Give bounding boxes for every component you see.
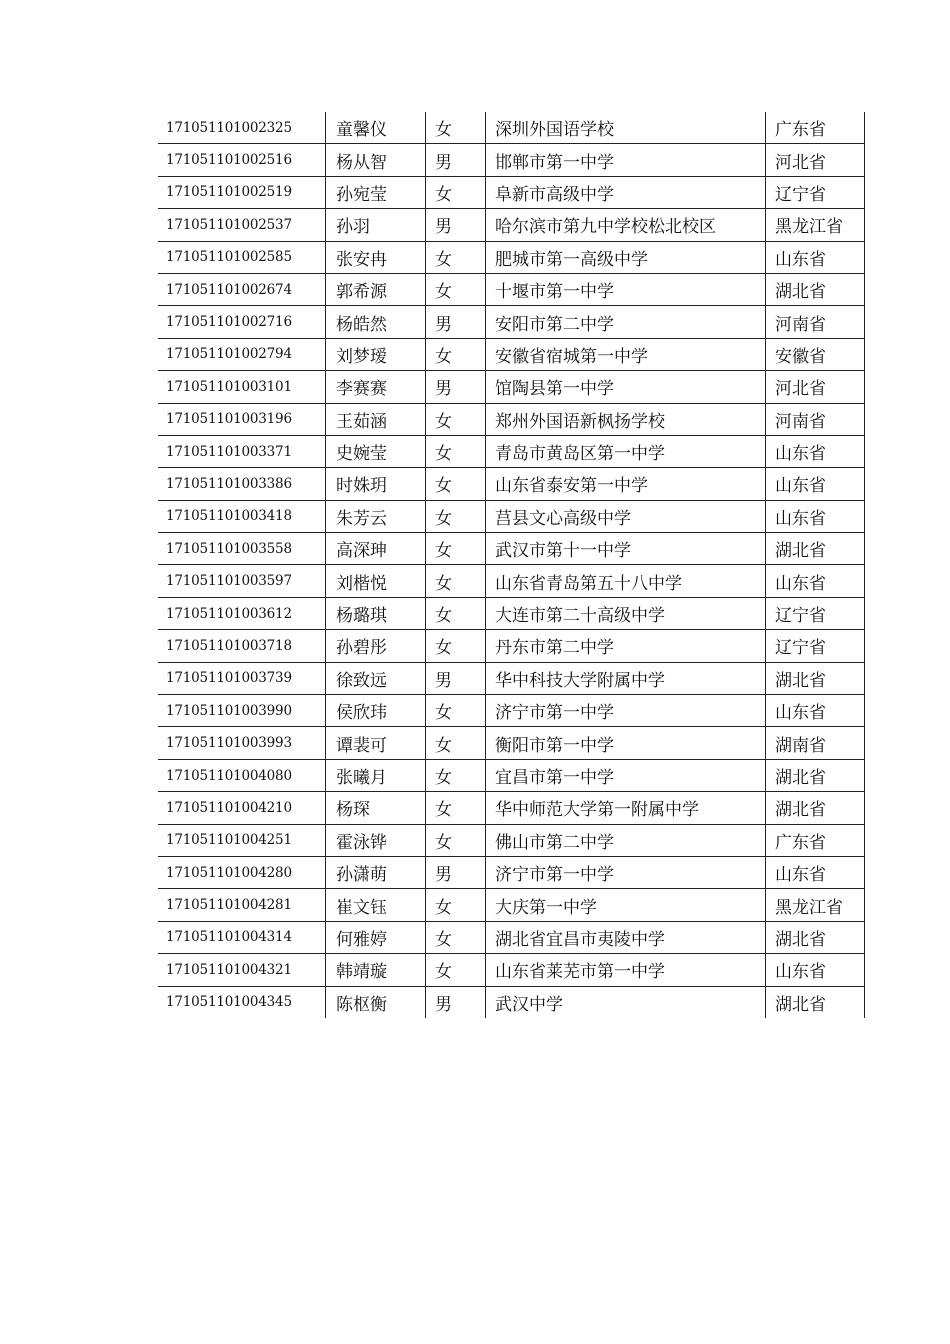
cell-student-id: 171051101002585 [158,241,326,273]
cell-student-id: 171051101003101 [158,371,326,403]
table-row [158,241,865,273]
cell-province: 河南省 [766,403,865,435]
cell-student-name: 史婉莹 [326,435,426,467]
cell-student-id: 171051101004321 [158,954,326,986]
cell-student-id: 171051101004314 [158,921,326,953]
cell-student-name: 王茹涵 [326,403,426,435]
table-row [158,921,865,953]
cell-gender: 男 [426,856,486,888]
cell-student-name: 杨皓然 [326,306,426,338]
cell-student-name: 徐致远 [326,662,426,694]
table-row [158,986,865,1018]
cell-province: 山东省 [766,856,865,888]
cell-province: 山东省 [766,468,865,500]
table-row [158,112,865,144]
cell-province: 辽宁省 [766,630,865,662]
cell-student-name: 杨璐琪 [326,597,426,629]
cell-school: 哈尔滨市第九中学校松北校区 [486,209,766,241]
table-row [158,273,865,305]
cell-gender: 女 [426,565,486,597]
cell-school: 郑州外国语新枫扬学校 [486,403,766,435]
cell-gender: 女 [426,792,486,824]
cell-student-name: 孙羽 [326,209,426,241]
cell-student-id: 171051101003196 [158,403,326,435]
cell-province: 河北省 [766,144,865,176]
student-roster-table [158,112,865,1018]
cell-province: 山东省 [766,241,865,273]
cell-gender: 女 [426,824,486,856]
cell-student-id: 171051101003990 [158,695,326,727]
cell-student-name: 朱芳云 [326,500,426,532]
table-row [158,468,865,500]
cell-student-name: 刘楷悦 [326,565,426,597]
cell-province: 安徽省 [766,338,865,370]
table-row [158,856,865,888]
cell-student-name: 刘梦瑷 [326,338,426,370]
cell-gender: 女 [426,759,486,791]
cell-school: 山东省泰安第一中学 [486,468,766,500]
cell-school: 山东省莱芜市第一中学 [486,954,766,986]
cell-province: 湖南省 [766,727,865,759]
cell-gender: 女 [426,176,486,208]
cell-province: 湖北省 [766,759,865,791]
cell-student-id: 171051101004210 [158,792,326,824]
cell-gender: 女 [426,468,486,500]
cell-school: 华中科技大学附属中学 [486,662,766,694]
cell-school: 武汉市第十一中学 [486,533,766,565]
cell-school: 宜昌市第一中学 [486,759,766,791]
cell-gender: 女 [426,338,486,370]
cell-school: 阜新市高级中学 [486,176,766,208]
table-row [158,371,865,403]
cell-student-id: 171051101002537 [158,209,326,241]
cell-province: 辽宁省 [766,597,865,629]
cell-student-name: 陈枢衡 [326,986,426,1018]
cell-gender: 男 [426,209,486,241]
table-row [158,306,865,338]
cell-province: 湖北省 [766,792,865,824]
cell-student-id: 171051101003739 [158,662,326,694]
cell-student-id: 171051101003558 [158,533,326,565]
table-row [158,792,865,824]
table-row [158,565,865,597]
cell-school: 大庆第一中学 [486,889,766,921]
cell-student-name: 高深珅 [326,533,426,565]
cell-student-id: 171051101003386 [158,468,326,500]
table-row [158,662,865,694]
table-row [158,889,865,921]
table-row [158,533,865,565]
cell-gender: 女 [426,403,486,435]
cell-gender: 女 [426,727,486,759]
cell-school: 安阳市第二中学 [486,306,766,338]
cell-school: 武汉中学 [486,986,766,1018]
cell-student-id: 171051101003993 [158,727,326,759]
cell-school: 山东省青岛第五十八中学 [486,565,766,597]
cell-school: 深圳外国语学校 [486,112,766,144]
table-row [158,727,865,759]
cell-student-name: 孙宛莹 [326,176,426,208]
cell-school: 大连市第二十高级中学 [486,597,766,629]
table-row [158,176,865,208]
cell-gender: 女 [426,435,486,467]
cell-student-id: 171051101003612 [158,597,326,629]
cell-student-name: 杨琛 [326,792,426,824]
table-row [158,824,865,856]
table-row [158,338,865,370]
cell-province: 湖北省 [766,273,865,305]
cell-school: 济宁市第一中学 [486,856,766,888]
table-row [158,435,865,467]
cell-school: 青岛市黄岛区第一中学 [486,435,766,467]
roster-table-container [158,112,865,1018]
table-row [158,954,865,986]
cell-province: 黑龙江省 [766,889,865,921]
cell-student-id: 171051101003418 [158,500,326,532]
cell-gender: 女 [426,954,486,986]
cell-school: 湖北省宜昌市夷陵中学 [486,921,766,953]
table-row [158,209,865,241]
table-row [158,630,865,662]
cell-student-name: 何雅婷 [326,921,426,953]
cell-student-name: 孙潇萌 [326,856,426,888]
cell-gender: 女 [426,112,486,144]
cell-gender: 女 [426,241,486,273]
table-row [158,759,865,791]
cell-student-id: 171051101004251 [158,824,326,856]
table-row [158,695,865,727]
cell-gender: 男 [426,371,486,403]
cell-student-name: 崔文钰 [326,889,426,921]
cell-student-id: 171051101004345 [166,994,292,1011]
cell-province: 广东省 [766,824,865,856]
cell-student-name: 张曦月 [326,759,426,791]
cell-student-id: 171051101004080 [158,759,326,791]
cell-province: 湖北省 [766,921,865,953]
cell-student-id: 171051101004280 [158,856,326,888]
cell-student-id: 171051101004281 [158,889,326,921]
cell-student-id: 171051101002519 [158,176,326,208]
cell-student-id: 171051101003597 [158,565,326,597]
cell-school: 济宁市第一中学 [486,695,766,727]
roster-table-body [158,112,865,1018]
cell-student-id: 171051101002716 [158,306,326,338]
cell-school: 邯郸市第一中学 [486,144,766,176]
cell-province: 湖北省 [766,533,865,565]
cell-student-id: 171051101003718 [158,630,326,662]
table-row [158,403,865,435]
cell-student-name: 童馨仪 [326,112,426,144]
cell-student-name: 时姝玥 [326,468,426,500]
cell-gender: 女 [426,630,486,662]
cell-student-name: 孙碧彤 [326,630,426,662]
cell-province: 山东省 [766,695,865,727]
cell-student-name: 杨从智 [326,144,426,176]
cell-province: 山东省 [766,500,865,532]
cell-province: 山东省 [766,954,865,986]
cell-province: 黑龙江省 [766,209,865,241]
cell-student-name: 张安冉 [326,241,426,273]
table-row [158,144,865,176]
cell-province: 湖北省 [766,986,865,1018]
cell-gender: 男 [426,306,486,338]
cell-student-name: 郭希源 [326,273,426,305]
cell-province: 广东省 [766,112,865,144]
cell-student-name: 李赛赛 [326,371,426,403]
cell-school: 丹东市第二中学 [486,630,766,662]
cell-school: 莒县文心高级中学 [486,500,766,532]
cell-student-name: 霍泳铧 [326,824,426,856]
cell-student-id: 171051101003371 [158,435,326,467]
cell-student-id: 171051101002325 [158,112,326,144]
cell-student-name: 谭裴可 [326,727,426,759]
cell-school: 衡阳市第一中学 [486,727,766,759]
cell-province: 山东省 [766,565,865,597]
cell-province: 山东省 [766,435,865,467]
cell-school: 佛山市第二中学 [486,824,766,856]
table-row [158,500,865,532]
cell-school: 十堰市第一中学 [486,273,766,305]
cell-student-id: 171051101002674 [158,273,326,305]
cell-gender: 女 [426,597,486,629]
cell-province: 辽宁省 [766,176,865,208]
cell-student-id: 171051101002794 [158,338,326,370]
cell-province: 河南省 [766,306,865,338]
cell-gender: 男 [426,144,486,176]
cell-school: 华中师范大学第一附属中学 [486,792,766,824]
table-row [158,597,865,629]
cell-student-id: 171051101002516 [158,144,326,176]
cell-student-name: 侯欣玮 [326,695,426,727]
cell-province: 湖北省 [766,662,865,694]
cell-gender: 女 [426,921,486,953]
cell-school: 馆陶县第一中学 [486,371,766,403]
cell-gender: 男 [426,986,486,1018]
cell-province: 河北省 [766,371,865,403]
cell-gender: 女 [426,695,486,727]
cell-gender: 女 [426,889,486,921]
cell-gender: 女 [426,500,486,532]
cell-gender: 女 [426,533,486,565]
cell-school: 安徽省宿城第一中学 [486,338,766,370]
cell-gender: 男 [426,662,486,694]
cell-gender: 女 [426,273,486,305]
cell-school: 肥城市第一高级中学 [486,241,766,273]
cell-student-name: 韩靖璇 [326,954,426,986]
